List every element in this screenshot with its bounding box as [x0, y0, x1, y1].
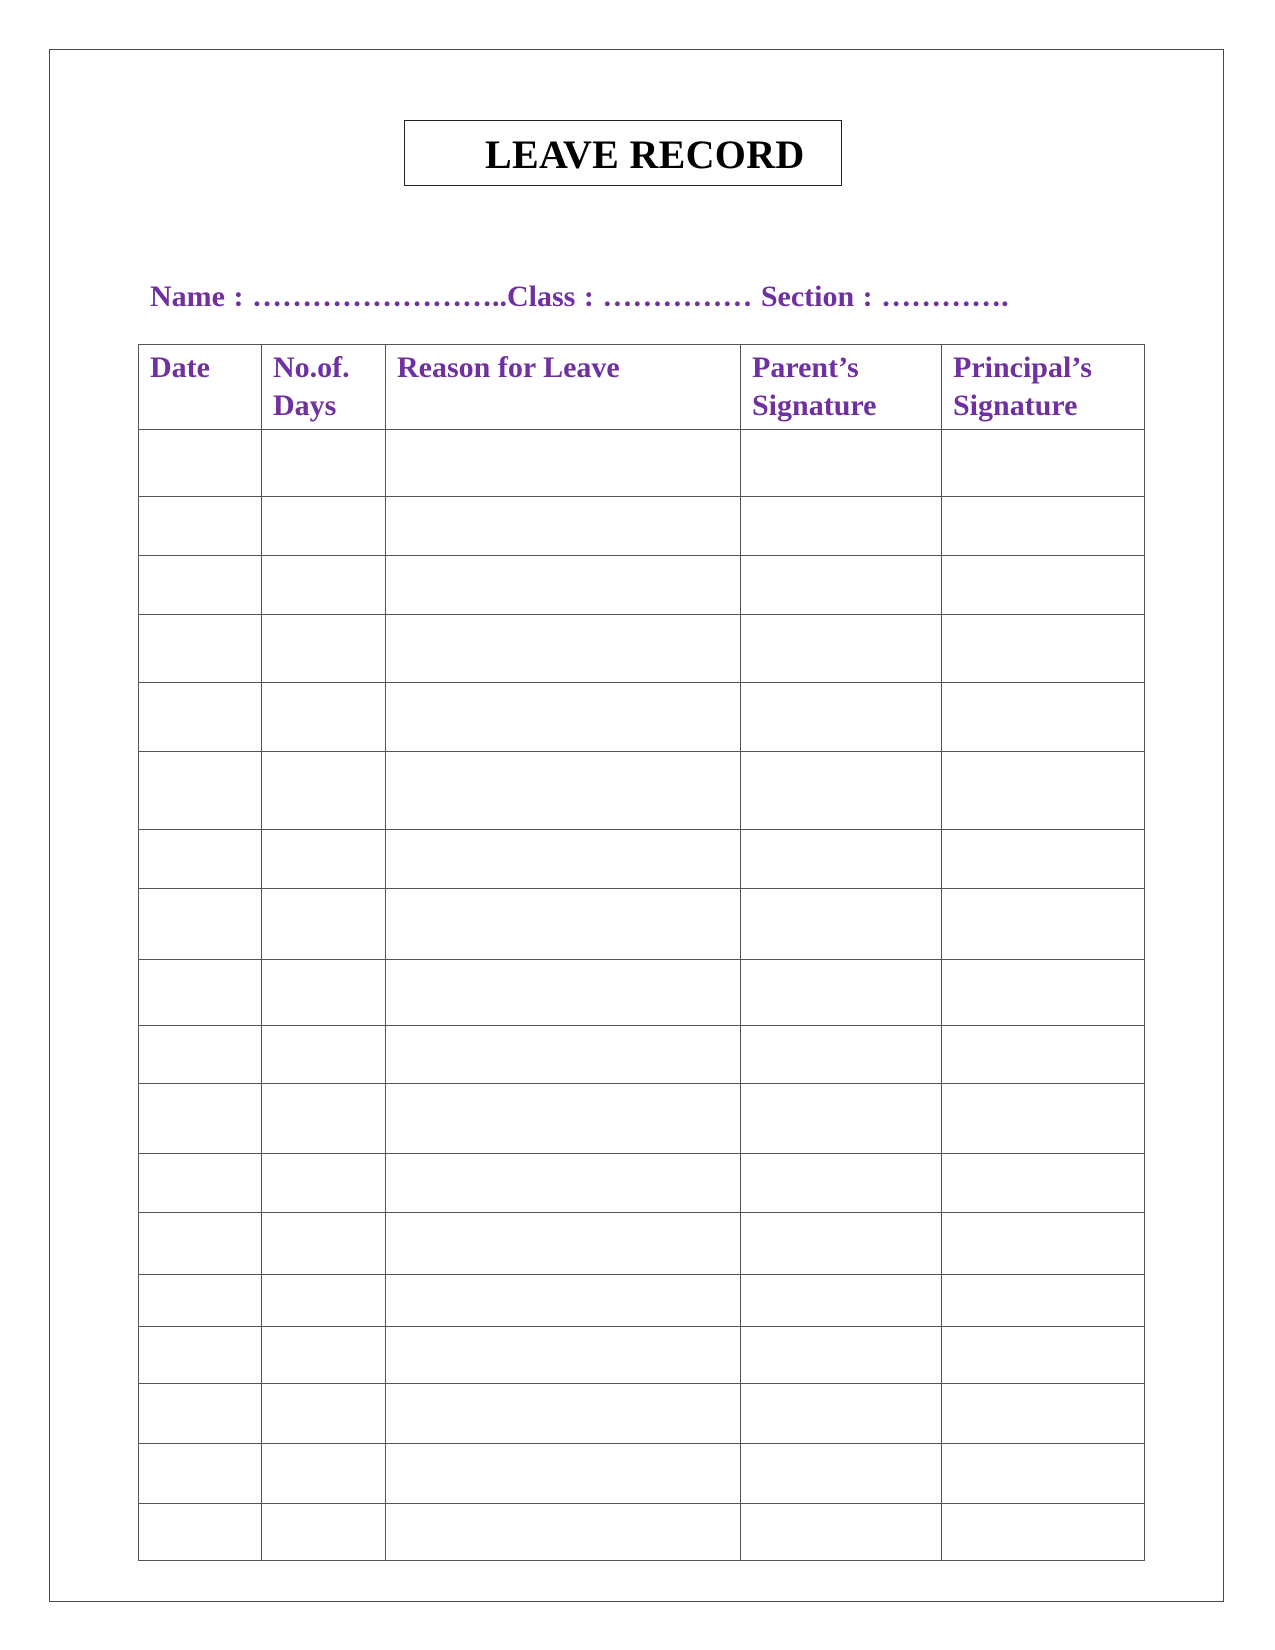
- parent-signature-cell[interactable]: [741, 1084, 942, 1154]
- reason-cell[interactable]: [386, 1026, 741, 1084]
- parent-signature-cell[interactable]: [741, 960, 942, 1026]
- table-body: [139, 430, 1145, 1561]
- days-cell[interactable]: [262, 889, 386, 960]
- table-row: [139, 683, 1145, 752]
- principal-signature-cell[interactable]: [942, 1084, 1145, 1154]
- table-header-row: [139, 345, 1145, 430]
- student-info-line: [150, 280, 1009, 314]
- reason-cell[interactable]: [386, 556, 741, 615]
- days-cell[interactable]: [262, 430, 386, 497]
- parent-signature-cell[interactable]: [741, 1384, 942, 1444]
- table-row: [139, 556, 1145, 615]
- date-cell[interactable]: [139, 1384, 262, 1444]
- parent-signature-cell[interactable]: [741, 1026, 942, 1084]
- days-cell[interactable]: [262, 683, 386, 752]
- reason-cell[interactable]: [386, 1504, 741, 1561]
- principal-signature-cell[interactable]: [942, 960, 1145, 1026]
- parent-signature-cell[interactable]: [741, 556, 942, 615]
- reason-cell[interactable]: [386, 430, 741, 497]
- table-row: [139, 497, 1145, 556]
- principal-signature-cell[interactable]: [942, 497, 1145, 556]
- parent-signature-cell[interactable]: [741, 615, 942, 683]
- days-cell[interactable]: [262, 1154, 386, 1213]
- header-date: Date: [139, 345, 262, 430]
- principal-signature-cell[interactable]: [942, 830, 1145, 889]
- reason-cell[interactable]: [386, 497, 741, 556]
- name-field[interactable]: ……………………..: [251, 280, 507, 313]
- title-box: [404, 120, 842, 186]
- table-row: [139, 1384, 1145, 1444]
- days-cell[interactable]: [262, 1275, 386, 1327]
- table-row: [139, 1275, 1145, 1327]
- table-row: [139, 1327, 1145, 1384]
- date-cell[interactable]: [139, 556, 262, 615]
- date-cell[interactable]: [139, 1504, 262, 1561]
- days-cell[interactable]: [262, 1504, 386, 1561]
- reason-cell[interactable]: [386, 889, 741, 960]
- parent-signature-cell[interactable]: [741, 1444, 942, 1504]
- table-row: [139, 960, 1145, 1026]
- date-cell[interactable]: [139, 615, 262, 683]
- principal-signature-cell[interactable]: [942, 556, 1145, 615]
- principal-signature-cell[interactable]: [942, 1327, 1145, 1384]
- reason-cell[interactable]: [386, 960, 741, 1026]
- table-row: [139, 1084, 1145, 1154]
- principal-signature-cell[interactable]: [942, 1444, 1145, 1504]
- date-cell[interactable]: [139, 683, 262, 752]
- parent-signature-cell[interactable]: [741, 1504, 942, 1561]
- parent-signature-cell[interactable]: [741, 430, 942, 497]
- days-cell[interactable]: [262, 960, 386, 1026]
- parent-signature-cell[interactable]: [741, 497, 942, 556]
- days-cell[interactable]: [262, 1213, 386, 1275]
- principal-signature-cell[interactable]: [942, 1504, 1145, 1561]
- days-cell[interactable]: [262, 556, 386, 615]
- class-label: Class :: [506, 280, 603, 313]
- page-title: LEAVE RECORD: [485, 132, 805, 177]
- date-cell[interactable]: [139, 830, 262, 889]
- table-row: [139, 1213, 1145, 1275]
- parent-signature-cell[interactable]: [741, 889, 942, 960]
- principal-signature-cell[interactable]: [942, 889, 1145, 960]
- parent-signature-cell[interactable]: [741, 830, 942, 889]
- date-cell[interactable]: [139, 430, 262, 497]
- reason-cell[interactable]: [386, 752, 741, 830]
- days-cell[interactable]: [262, 1384, 386, 1444]
- principal-signature-cell[interactable]: [942, 1154, 1145, 1213]
- table-row: [139, 830, 1145, 889]
- reason-cell[interactable]: [386, 1327, 741, 1384]
- reason-cell[interactable]: [386, 1275, 741, 1327]
- section-label: Section :: [760, 280, 882, 313]
- header-principals-signature: Principal’s Signature: [942, 345, 1145, 430]
- principal-signature-cell[interactable]: [942, 1213, 1145, 1275]
- parent-signature-cell[interactable]: [741, 1154, 942, 1213]
- reason-cell[interactable]: [386, 1084, 741, 1154]
- header-reason-for-leave: Reason for Leave: [386, 345, 741, 430]
- date-cell[interactable]: [139, 497, 262, 556]
- date-cell[interactable]: [139, 960, 262, 1026]
- section-field[interactable]: ………….: [881, 280, 1009, 313]
- table-row: [139, 889, 1145, 960]
- table-row: [139, 1026, 1145, 1084]
- days-cell[interactable]: [262, 830, 386, 889]
- date-cell[interactable]: [139, 1213, 262, 1275]
- class-field[interactable]: ……………: [602, 280, 761, 313]
- table-row: [139, 615, 1145, 683]
- reason-cell[interactable]: [386, 683, 741, 752]
- reason-cell[interactable]: [386, 830, 741, 889]
- principal-signature-cell[interactable]: [942, 430, 1145, 497]
- principal-signature-cell[interactable]: [942, 1384, 1145, 1444]
- table-row: [139, 1504, 1145, 1561]
- name-label: Name :: [150, 280, 252, 313]
- parent-signature-cell[interactable]: [741, 683, 942, 752]
- parent-signature-cell[interactable]: [741, 1327, 942, 1384]
- principal-signature-cell[interactable]: [942, 1026, 1145, 1084]
- days-cell[interactable]: [262, 497, 386, 556]
- days-cell[interactable]: [262, 1327, 386, 1384]
- table-row: [139, 752, 1145, 830]
- principal-signature-cell[interactable]: [942, 683, 1145, 752]
- principal-signature-cell[interactable]: [942, 615, 1145, 683]
- date-cell[interactable]: [139, 1327, 262, 1384]
- reason-cell[interactable]: [386, 1444, 741, 1504]
- days-cell[interactable]: [262, 1026, 386, 1084]
- days-cell[interactable]: [262, 1084, 386, 1154]
- header-no-of-days: No.of. Days: [262, 345, 386, 430]
- days-cell[interactable]: [262, 1444, 386, 1504]
- parent-signature-cell[interactable]: [741, 1275, 942, 1327]
- parent-signature-cell[interactable]: [741, 752, 942, 830]
- reason-cell[interactable]: [386, 1384, 741, 1444]
- days-cell[interactable]: [262, 615, 386, 683]
- date-cell[interactable]: [139, 752, 262, 830]
- date-cell[interactable]: [139, 1084, 262, 1154]
- leave-record-table: [138, 344, 1145, 1561]
- table-row: [139, 1444, 1145, 1504]
- principal-signature-cell[interactable]: [942, 752, 1145, 830]
- date-cell[interactable]: [139, 889, 262, 960]
- reason-cell[interactable]: [386, 615, 741, 683]
- principal-signature-cell[interactable]: [942, 1275, 1145, 1327]
- table-row: [139, 1154, 1145, 1213]
- reason-cell[interactable]: [386, 1154, 741, 1213]
- date-cell[interactable]: [139, 1154, 262, 1213]
- table-row: [139, 430, 1145, 497]
- reason-cell[interactable]: [386, 1213, 741, 1275]
- parent-signature-cell[interactable]: [741, 1213, 942, 1275]
- date-cell[interactable]: [139, 1026, 262, 1084]
- header-parents-signature: Parent’s Signature: [741, 345, 942, 430]
- date-cell[interactable]: [139, 1275, 262, 1327]
- date-cell[interactable]: [139, 1444, 262, 1504]
- days-cell[interactable]: [262, 752, 386, 830]
